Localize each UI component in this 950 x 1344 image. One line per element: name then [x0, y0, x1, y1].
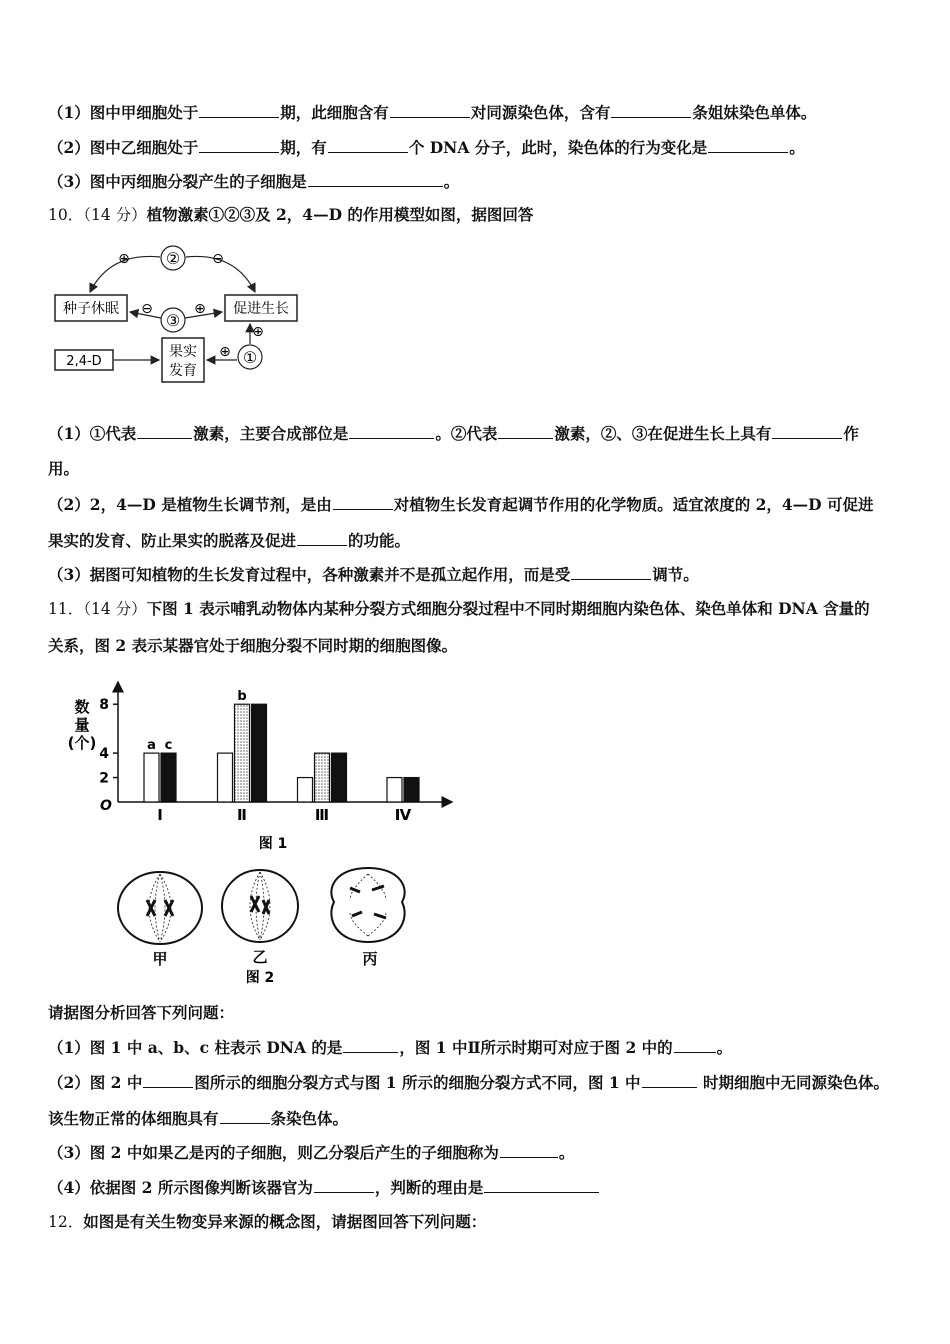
answer-blank[interactable]: [390, 102, 470, 118]
text: 请据图分析回答下列问题：: [48, 1003, 235, 1022]
question-stem: 如图是有关生物变异来源的概念图，请据图回答下列问题：: [83, 1212, 487, 1231]
question-number: 12．: [48, 1213, 84, 1231]
question-number: 10．（14 分）: [48, 206, 147, 224]
text: 对同源染色体，含有: [470, 103, 611, 122]
q11-stem-cont: [48, 636, 457, 656]
plus-sign: ⊕: [118, 251, 130, 267]
answer-blank[interactable]: [349, 423, 434, 439]
fruit-label-1: 果实: [169, 344, 197, 360]
q10-part1: [48, 423, 859, 444]
fig2-cell-images: [110, 860, 420, 990]
text: ，图 1 中Ⅱ所示时期可对应于图 2 中的: [399, 1038, 673, 1057]
q12-stem: [48, 1212, 486, 1232]
bar-b-3: [315, 753, 330, 802]
answer-blank[interactable]: [343, 1037, 398, 1053]
bar-label-c: c: [164, 738, 173, 754]
origin-label: O: [100, 798, 112, 814]
hormone-diagram: [50, 240, 310, 390]
text: 时期细胞中无同源染色体。: [697, 1073, 889, 1092]
bar-label-b: b: [237, 689, 247, 705]
cell-bing: [331, 868, 404, 942]
bar-a-3: [298, 778, 313, 802]
answer-blank[interactable]: [500, 1142, 558, 1158]
text: 果实的发育、防止果实的脱落及促进: [48, 531, 297, 550]
q9-part2: [48, 137, 805, 158]
plus-sign: ⊕: [219, 344, 231, 360]
x-category-label: Ⅲ: [314, 806, 330, 824]
answer-blank[interactable]: [674, 1037, 716, 1053]
text: 期，有: [280, 138, 327, 157]
question-stem: 植物激素①②③及 2，4—D 的作用模型如图，据图回答: [146, 205, 534, 224]
answer-blank[interactable]: [308, 171, 443, 187]
cell-jia: [118, 872, 202, 944]
answer-blank[interactable]: [137, 423, 192, 439]
answer-blank[interactable]: [328, 137, 408, 153]
text: （2）图 2 中: [48, 1073, 143, 1092]
fig1-caption: 图 1: [258, 836, 288, 852]
q10-part2-cont: [48, 530, 410, 551]
text: （2）2，4—D 是植物生长调节剂，是由: [48, 495, 332, 514]
text: （3）据图可知植物的生长发育过程中，各种激素并不是孤立起作用，而是受: [48, 565, 571, 584]
answer-blank[interactable]: [199, 137, 279, 153]
q11-part1: [48, 1037, 732, 1058]
question-stem: 下图 1 表示哺乳动物体内某种分裂方式细胞分裂过程中不同时期细胞内染色体、染色单体和 DNA 含量的: [146, 599, 870, 618]
q9-part3: [48, 171, 459, 192]
text: 激素，主要合成部位是: [193, 424, 349, 443]
answer-blank[interactable]: [220, 1108, 270, 1124]
answer-blank[interactable]: [297, 530, 347, 546]
q10-part3: [48, 564, 699, 585]
answer-blank[interactable]: [642, 1072, 697, 1088]
answer-blank[interactable]: [708, 137, 788, 153]
text: 。: [443, 172, 460, 191]
text: 的功能。: [348, 531, 411, 550]
bar-a-4: [387, 778, 402, 802]
text: 条染色体。: [270, 1109, 349, 1128]
y-tick-label: 4: [99, 746, 109, 763]
bar-c-2: [252, 704, 267, 802]
bar-a-1: [144, 753, 159, 802]
answer-blank[interactable]: [484, 1177, 599, 1193]
text: 条姐妹染色单体。: [692, 103, 817, 122]
answer-blank[interactable]: [314, 1177, 374, 1193]
question-stem: 关系，图 2 表示某器官处于细胞分裂不同时期的细胞图像。: [48, 636, 458, 655]
y-axis-label-3: (个): [67, 734, 97, 752]
text: 。: [716, 1038, 733, 1057]
hormone-2-label: ②: [165, 249, 181, 268]
y-tick-label: 2: [99, 770, 109, 787]
x-category-label: Ⅱ: [237, 806, 247, 824]
bar-c-3: [332, 753, 347, 802]
cell-label-bing: 丙: [362, 950, 378, 968]
answer-blank[interactable]: [199, 102, 279, 118]
text: 该生物正常的体细胞具有: [48, 1109, 219, 1128]
text: 对植物生长发育起调节作用的化学物质。适宜浓度的 2，4—D 可促进: [393, 495, 874, 514]
q9-part1: [48, 102, 816, 123]
bar-b-2: [235, 704, 250, 802]
text: （2）图中乙细胞处于: [48, 138, 199, 157]
text: 。: [558, 1143, 575, 1162]
plus-sign: ⊕: [194, 301, 206, 317]
hormone-1-label: ①: [242, 348, 258, 367]
q10-part1-cont: [48, 459, 79, 479]
plus-sign: ⊕: [252, 324, 264, 340]
text: 个 DNA 分子，此时，染色体的行为变化是: [408, 138, 708, 157]
hormone-3-label: ③: [165, 311, 181, 330]
q11-stem: [48, 599, 870, 619]
promote-growth-label: 促进生长: [233, 301, 289, 317]
bar-a-2: [218, 753, 233, 802]
auxin-analog-label: 2,4-D: [66, 354, 102, 369]
answer-blank[interactable]: [571, 564, 651, 580]
cell-label-jia: 甲: [152, 950, 168, 968]
cell-label-yi: 乙: [252, 948, 268, 966]
q10-stem: [48, 205, 533, 225]
q11-part4: [48, 1177, 600, 1198]
q11-part2-cont: [48, 1108, 348, 1129]
y-axis-label-2: 量: [74, 716, 90, 734]
text: 图所示的细胞分裂方式与图 1 所示的细胞分裂方式不同，图 1 中: [194, 1073, 641, 1092]
text: （1）图中甲细胞处于: [48, 103, 199, 122]
answer-blank[interactable]: [498, 423, 553, 439]
cell-yi: [222, 870, 298, 942]
text: 。: [789, 138, 805, 157]
text: （3）图中丙细胞分裂产生的子细胞是: [48, 172, 307, 191]
bar-label-a: a: [147, 738, 156, 754]
text: （1）图 1 中 a、b、c 柱表示 DNA 的是: [48, 1038, 343, 1057]
text: ，判断的理由是: [374, 1178, 484, 1197]
text: 用。: [48, 459, 80, 478]
question-number: 11．（14 分）: [48, 600, 147, 618]
answer-blank[interactable]: [333, 494, 393, 510]
q11-part2: [48, 1072, 889, 1093]
fig1-bar-chart: [60, 678, 460, 858]
seed-dormancy-label: 种子休眠: [63, 301, 119, 317]
y-tick-label: 8: [99, 697, 109, 714]
q11-part3: [48, 1142, 574, 1163]
x-category-label: Ⅳ: [394, 806, 412, 824]
text: 调节。: [652, 565, 699, 584]
bar-c-4: [404, 778, 419, 802]
x-category-label: Ⅰ: [157, 806, 163, 824]
bar-c-1: [161, 753, 176, 802]
q10-part2: [48, 494, 874, 515]
q11-prompt: [48, 1003, 234, 1023]
text: （3）图 2 中如果乙是丙的子细胞，则乙分裂后产生的子细胞称为: [48, 1143, 499, 1162]
text: （1）①代表: [48, 424, 137, 443]
answer-blank[interactable]: [772, 423, 842, 439]
text: 激素，②、③在促进生长上具有: [554, 424, 772, 443]
answer-blank[interactable]: [611, 102, 691, 118]
answer-blank[interactable]: [143, 1072, 193, 1088]
fig2-caption: 图 2: [245, 970, 275, 986]
minus-sign: ⊖: [141, 301, 153, 317]
text: （4）依据图 2 所示图像判断该器官为: [48, 1178, 313, 1197]
fruit-label-2: 发育: [169, 363, 197, 379]
text: 期，此细胞含有: [280, 103, 389, 122]
text: 作: [843, 424, 859, 443]
text: 。②代表: [435, 424, 498, 443]
y-axis-label-1: 数: [74, 698, 90, 716]
minus-sign: ⊖: [212, 251, 224, 267]
